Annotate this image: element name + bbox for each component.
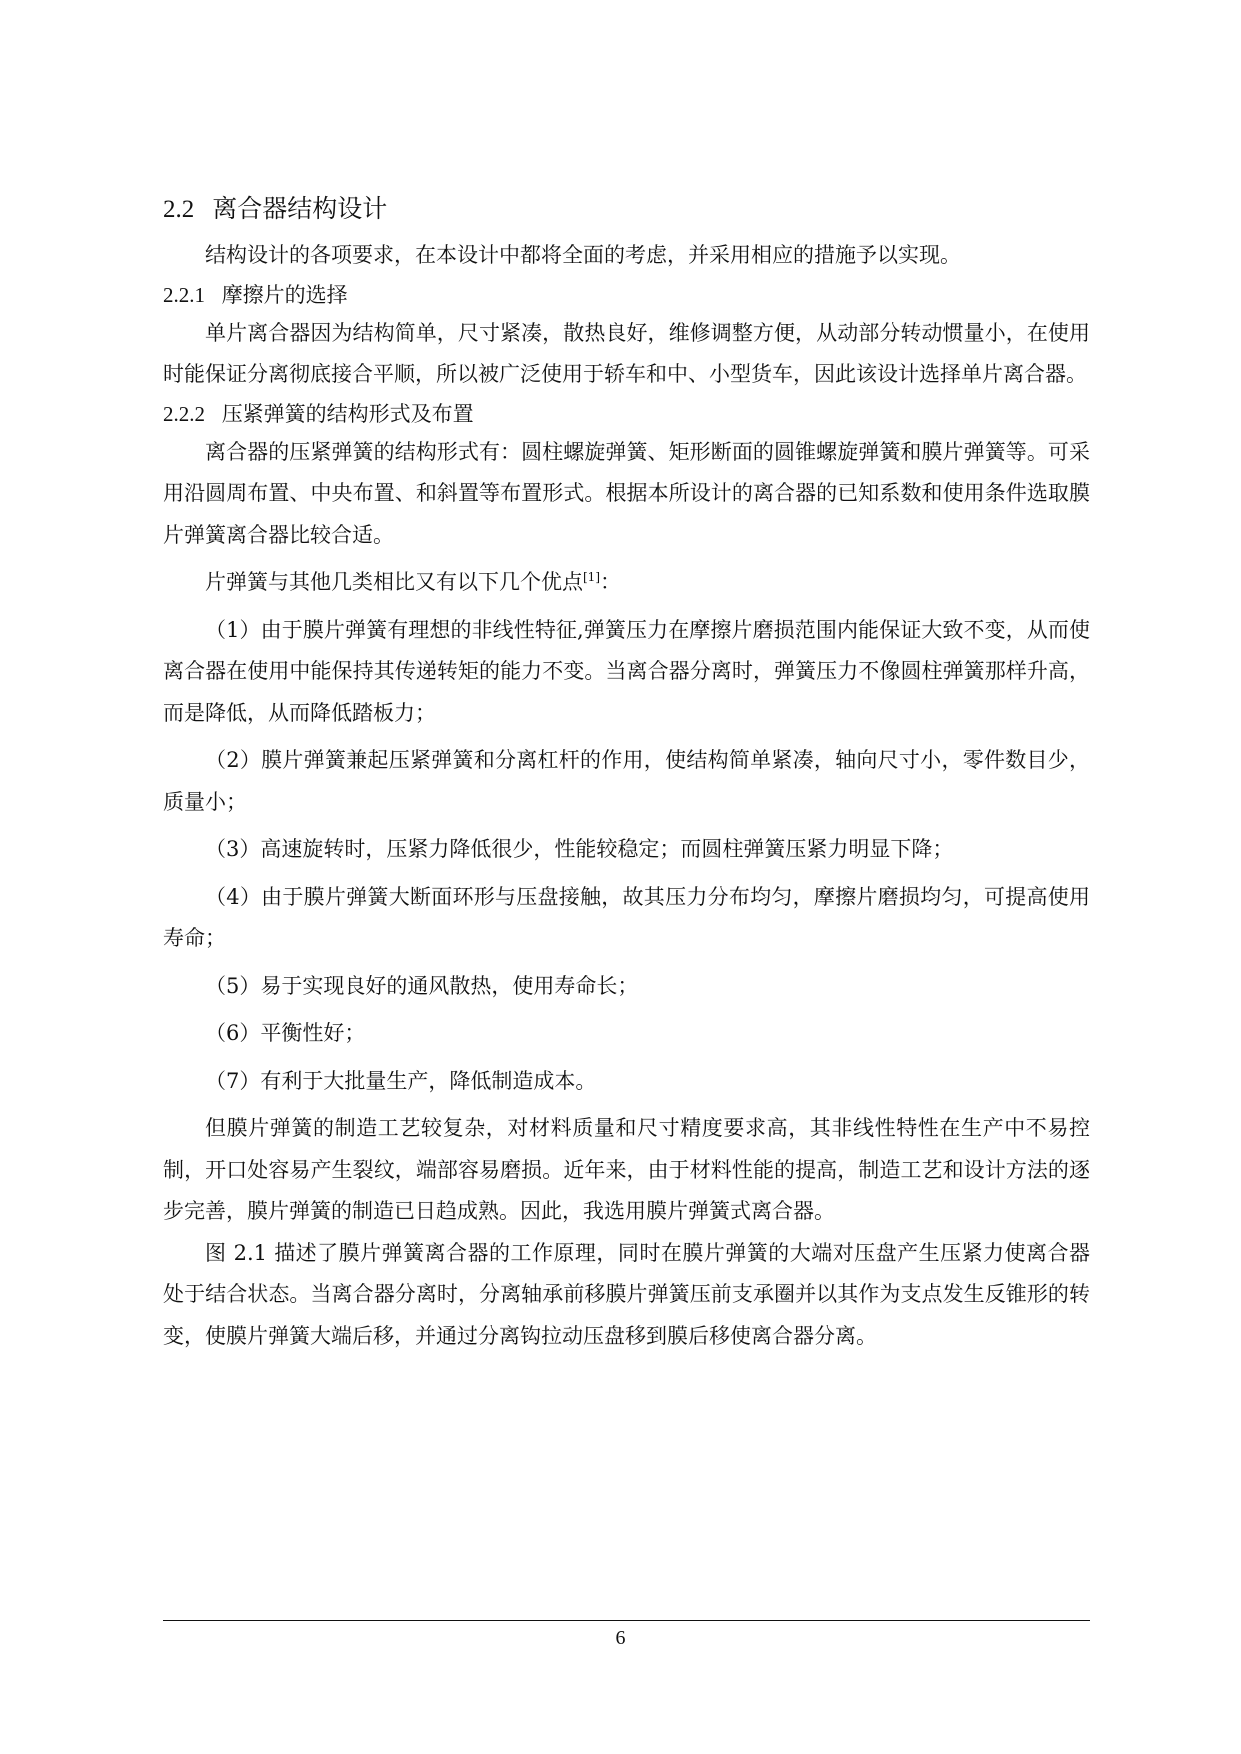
advantage-item: （5）易于实现良好的通风散热，使用寿命长； bbox=[205, 973, 639, 998]
intro-paragraph: 结构设计的各项要求，在本设计中都将全面的考虑，并采用相应的措施予以实现。 bbox=[205, 243, 961, 267]
friction-plate-paragraph: 单片离合器因为结构简单，尺寸紧凑，散热良好，维修调整方便，从动部分转动惯量小，在使用时能保证分离彻底接合平顺，所以被广泛使用于轿车和中、小型货车，因此该设计选择单片离合器。 bbox=[163, 320, 1090, 386]
subsection-title: 压紧弹簧的结构形式及布置 bbox=[221, 401, 474, 426]
section-heading bbox=[163, 190, 1090, 229]
citation-ref: [1] bbox=[583, 570, 600, 584]
subsection-number: 2.2.2 bbox=[163, 401, 205, 426]
advantages-colon: ： bbox=[600, 570, 621, 594]
subsection-heading-friction-plate bbox=[163, 277, 1090, 313]
advantages-intro-text: 片弹簧与其他几类相比又有以下几个优点 bbox=[205, 570, 583, 594]
subsection-title: 摩擦片的选择 bbox=[221, 282, 348, 307]
advantage-item: （7）有利于大批量生产，降低制造成本。 bbox=[205, 1068, 597, 1093]
footer-rule bbox=[163, 1620, 1090, 1621]
figure-description-paragraph: 图 2.1 描述了膜片弹簧离合器的工作原理，同时在膜片弹簧的大端对压盘产生压紧力使离合器处于结合状态。当离合器分离时，分离轴承前移膜片弹簧压前支承圈并以其作为支点发生反锥形的转变，使膜片弹簧大端后移，并通过分离钩拉动压盘移到膜后移使离合器分离。 bbox=[163, 1240, 1090, 1348]
advantage-item: （1）由于膜片弹簧有理想的非线性特征,弹簧压力在摩擦片磨损范围内能保证大致不变，从而使离合器在使用中能保持其传递转矩的能力不变。当离合器分离时，弹簧压力不像圆柱弹簧那样升高，而是降低，从而降低踏板力； bbox=[163, 617, 1090, 725]
page-body bbox=[163, 190, 1090, 1357]
advantage-item: （2）膜片弹簧兼起压紧弹簧和分离杠杆的作用，使结构简单紧凑，轴向尺寸小，零件数目少，质量小； bbox=[163, 748, 1090, 814]
subsection-heading-spring bbox=[163, 396, 1090, 432]
spring-paragraph: 离合器的压紧弹簧的结构形式有：圆柱螺旋弹簧、矩形断面的圆锥螺旋弹簧和膜片弹簧等。可采用沿圆周布置、中央布置、和斜置等布置形式。根据本所设计的离合器的已知系数和使用条件选取膜片弹簧离合器比较合适。 bbox=[163, 439, 1090, 547]
advantage-item: （4）由于膜片弹簧大断面环形与压盘接触，故其压力分布均匀，摩擦片磨损均匀，可提高使用寿命； bbox=[163, 884, 1090, 950]
advantage-item: （3）高速旋转时，压紧力降低很少，性能较稳定；而圆柱弹簧压紧力明显下降； bbox=[205, 837, 954, 861]
advantage-item: （6）平衡性好； bbox=[205, 1021, 366, 1045]
advantages-intro bbox=[163, 562, 1090, 604]
section-title: 离合器结构设计 bbox=[212, 194, 388, 223]
page-number: 6 bbox=[615, 1627, 626, 1649]
section-number: 2.2 bbox=[163, 196, 195, 223]
disadvantage-paragraph: 但膜片弹簧的制造工艺较复杂，对材料质量和尺寸精度要求高，其非线性特性在生产中不易控制，开口处容易产生裂纹，端部容易磨损。近年来，由于材料性能的提高，制造工艺和设计方法的逐步完善，膜片弹簧的制造已日趋成熟。因此，我选用膜片弹簧式离合器。 bbox=[163, 1116, 1090, 1223]
subsection-number: 2.2.1 bbox=[163, 282, 205, 307]
